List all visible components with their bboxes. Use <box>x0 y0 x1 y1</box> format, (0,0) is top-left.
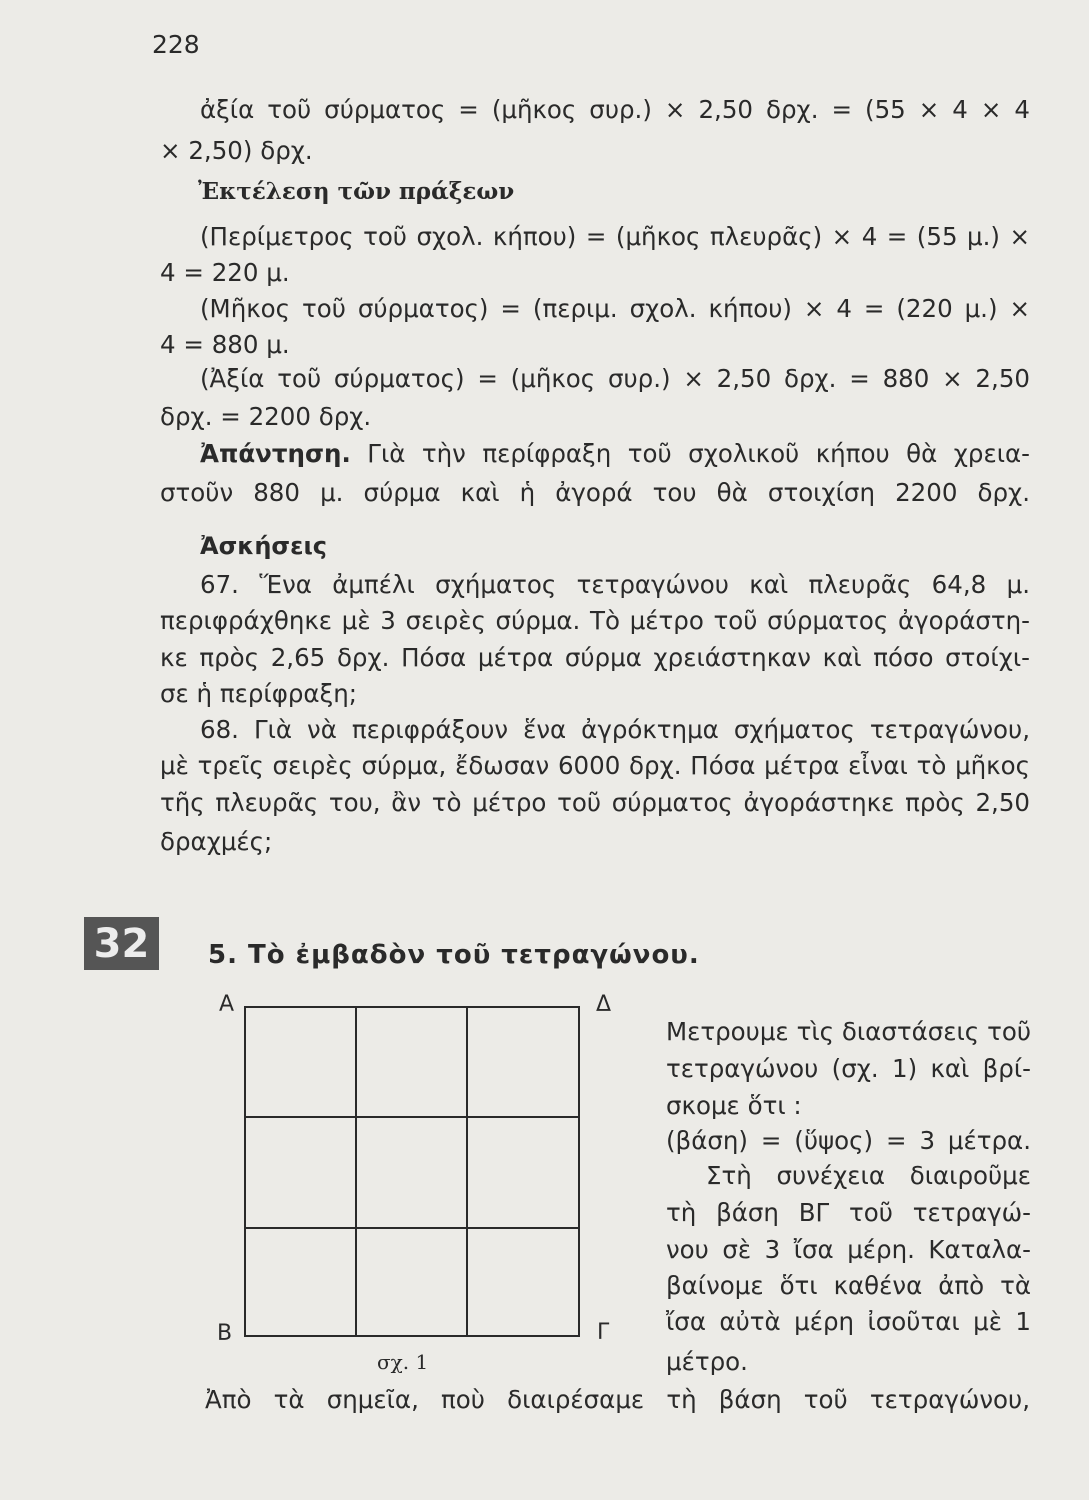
vertex-label-b: Β <box>217 1321 233 1346</box>
vertex-label-a: Α <box>219 992 235 1017</box>
exercise-line: μὲ τρεῖς σειρὲς σύρμα, ἔδωσαν 6000 δρχ. Πόσα μέτρα εἶναι τὸ μῆκος <box>160 751 1030 780</box>
vertex-label-d: Δ <box>596 992 612 1017</box>
operations-heading: Ἐκτέλεση τῶν πράξεων <box>198 178 515 205</box>
exercise-line: σε ἡ περίφραξη; <box>160 679 358 708</box>
exercise-line: 68. Γιὰ νὰ περιφράξουν ἕνα ἀγρόκτημα σχήματος τετραγώνου, <box>200 715 1030 744</box>
exercise-line: 67. Ἕνα ἀμπέλι σχήματος τετραγώνου καὶ πλευρᾶς 64,8 μ. <box>200 570 1030 599</box>
square-figure <box>205 985 625 1380</box>
answer-line: στοῦν 880 μ. σύρμα καὶ ἡ ἀγορά του θὰ στοιχίση 2200 δρχ. <box>160 478 1030 507</box>
figure-caption: σχ. 1 <box>377 1350 429 1374</box>
text-line: Ἀπὸ τὰ σημεῖα, ποὺ διαιρέσαμε τὴ βάση τοῦ τετραγώνου, <box>205 1385 1030 1414</box>
exercises-heading: Ἀσκήσεις <box>200 532 328 560</box>
text-line: × 2,50) δρχ. <box>160 136 313 165</box>
side-text-line: Στὴ συνέχεια διαιροῦμε <box>706 1161 1031 1190</box>
section-title: 5. Τὸ ἐμβαδὸν τοῦ τετραγώνου. <box>208 940 700 970</box>
side-text-line: νου σὲ 3 ἴσα μέρη. Καταλα- <box>666 1235 1031 1264</box>
side-text-line: ἴσα αὐτὰ μέρη ἰσοῦται μὲ 1 <box>666 1307 1031 1336</box>
text-line: (Περίμετρος τοῦ σχολ. κήπου) = (μῆκος πλευρᾶς) × 4 = (55 μ.) × <box>200 222 1030 251</box>
page-number: 228 <box>152 30 200 59</box>
section-badge: 32 <box>84 917 159 970</box>
text-line: (Ἀξία τοῦ σύρματος) = (μῆκος συρ.) × 2,50 δρχ. = 880 × 2,50 <box>200 364 1030 393</box>
side-text-line: (βάση) = (ὕψος) = 3 μέτρα. <box>666 1126 1031 1155</box>
text-line: 4 = 220 μ. <box>160 258 290 287</box>
exercise-line: κε πρὸς 2,65 δρχ. Πόσα μέτρα σύρμα χρειάστηκαν καὶ πόσο στοίχι- <box>160 643 1030 672</box>
side-text-line: σκομε ὅτι : <box>666 1091 802 1120</box>
text-line: 4 = 880 μ. <box>160 330 290 359</box>
answer-text: Γιὰ τὴν περίφραξη τοῦ σχολικοῦ κήπου θὰ χρεια- <box>367 439 1030 468</box>
vertex-label-g: Γ <box>597 1320 610 1345</box>
exercise-line: δραχμές; <box>160 827 273 856</box>
answer-label: Ἀπάντηση. <box>200 439 351 468</box>
text-line: ἀξία τοῦ σύρματος = (μῆκος συρ.) × 2,50 δρχ. = (55 × 4 × 4 <box>200 95 1030 124</box>
side-text-line: τετραγώνου (σχ. 1) καὶ βρί- <box>666 1054 1031 1083</box>
square-outline <box>245 1007 579 1336</box>
text-line: (Μῆκος τοῦ σύρματος) = (περιμ. σχολ. κήπου) × 4 = (220 μ.) × <box>200 294 1030 323</box>
side-text-line: βαίνομε ὅτι καθένα ἀπὸ τὰ <box>666 1271 1031 1300</box>
side-text-line: μέτρο. <box>666 1347 748 1376</box>
answer-line <box>200 437 1030 471</box>
exercise-line: περιφράχθηκε μὲ 3 σειρὲς σύρμα. Τὸ μέτρο τοῦ σύρματος ἀγοράστη- <box>160 606 1030 635</box>
exercise-line: τῆς πλευρᾶς του, ἂν τὸ μέτρο τοῦ σύρματος ἀγοράστηκε πρὸς 2,50 <box>160 788 1030 817</box>
text-line: δρχ. = 2200 δρχ. <box>160 402 372 431</box>
side-text-line: τὴ βάση ΒΓ τοῦ τετραγώ- <box>666 1198 1031 1227</box>
side-text-line: Μετρουμε τὶς διαστάσεις τοῦ <box>666 1017 1031 1046</box>
